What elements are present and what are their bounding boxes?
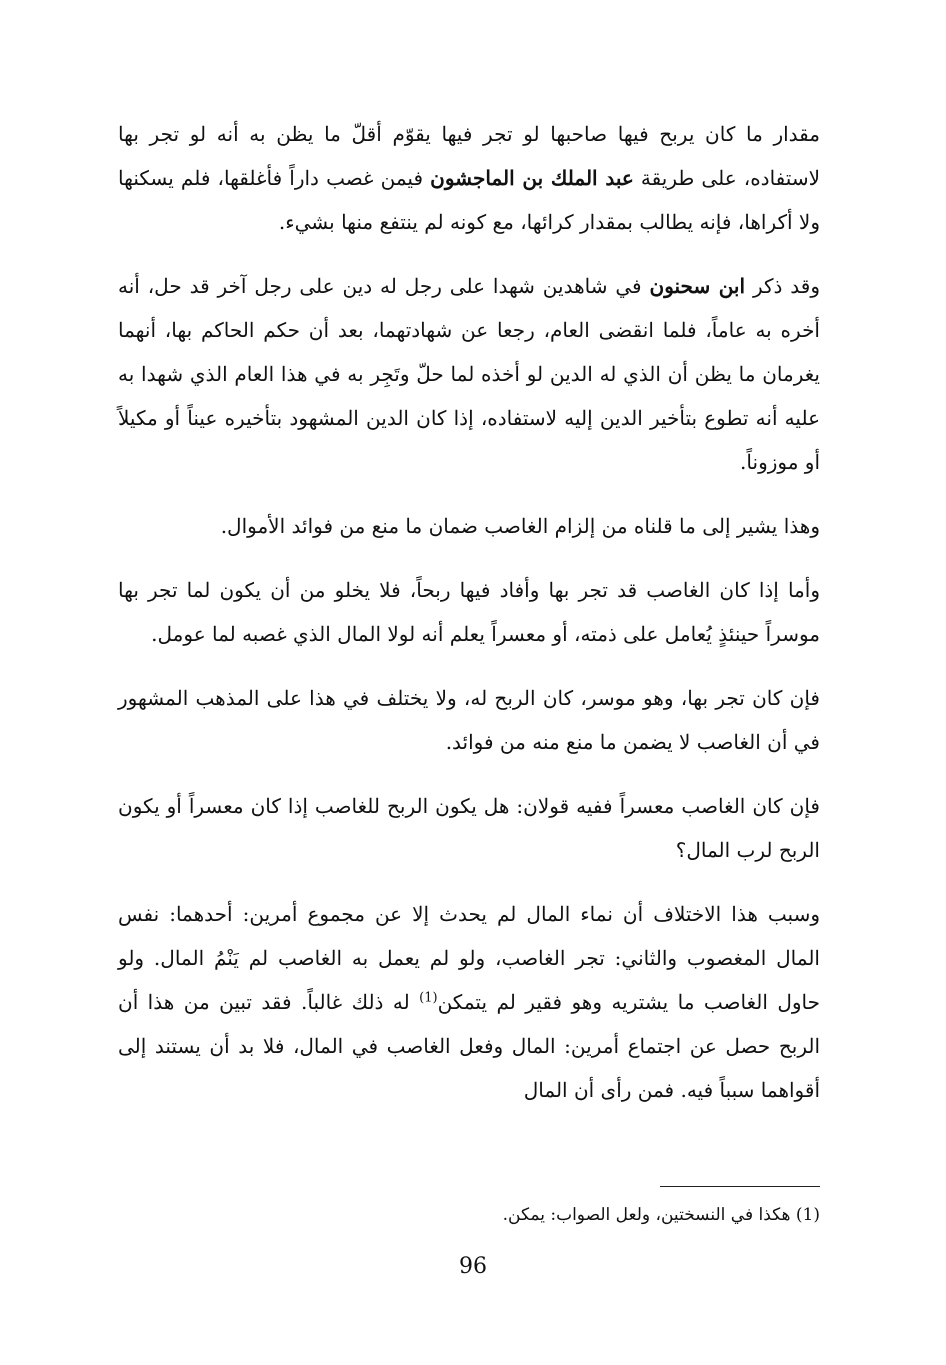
- paragraph: [118, 676, 820, 764]
- text-segment: فيمن غصب داراً فأغلقها، فلم يسكنها ولا أكراها، فإنه يطالب بمقدار كرائها، مع كونه لم ينتفع منها بشيء.: [118, 166, 820, 234]
- main-text: [118, 112, 820, 1112]
- footnote: [420, 1200, 820, 1230]
- name-highlight: ابن سحنون: [649, 274, 746, 298]
- text-segment: وهذا يشير إلى ما قلناه من إلزام الغاصب ضمان ما منع من فوائد الأموال.: [220, 514, 820, 538]
- text-segment: في شاهدين شهدا على رجل له دين على رجل آخر قد حل، أنه أخره به عاماً، فلما انقضى العام، رجعا عن شهادتهما، بعد أن حكم الحاكم بها، أنهما يغرمان ما يظن أن الذي له الدين لو أخذه لما حلّ وتَجِر به في هذا العام الذي شهدا به عليه أنه تطوع بتأخير الدين إليه لاستفاده، إذا كان الدين المشهود بتأخيره عيناً أو مكيلاً أو موزوناً.: [118, 274, 820, 474]
- text-segment: فإن كان تجر بها، وهو موسر، كان الربح له، ولا يختلف في هذا على المذهب المشهور في أن الغاصب لا يضمن ما منع منه من فوائد.: [118, 686, 820, 754]
- page-number: 96: [459, 1254, 487, 1279]
- text-segment: وأما إذا كان الغاصب قد تجر بها وأفاد فيها ربحاً، فلا يخلو من أن يكون لما تجر بها موسراً حينئذٍ يُعامل على ذمته، أو معسراً يعلم أنه لولا المال الذي غصبه لما عومل.: [118, 578, 820, 646]
- name-highlight: عبد الملك بن الماجشون: [430, 166, 634, 190]
- paragraph: [118, 504, 820, 548]
- footnote-reference: (1): [419, 990, 438, 1006]
- text-segment: وسبب هذا الاختلاف أن نماء المال لم يحدث إلا عن مجموع أمرين: أحدهما: نفس المال المغصوب والثاني: تجر الغاصب، ولو لم يعمل به الغاصب لم يَنْمُ المال. ولو حاول الغاصب ما يشتريه وهو فقير لم يتمكن: [118, 902, 821, 1014]
- text-segment: له ذلك غالباً. فقد تبين من هذا أن الربح حصل عن اجتماع أمرين: المال وفعل الغاصب في المال، فلا بد أن يستند إلى أقواهما سبباً فيه. فمن رأى أن المال: [118, 990, 820, 1102]
- footnote-divider: [660, 1186, 820, 1187]
- paragraph: [118, 112, 820, 244]
- text-segment: مقدار ما كان يربح فيها صاحبها لو تجر فيها يقوّم أقلّ ما يظن به أنه لو تجر بها لاستفاده، على طريقة: [118, 122, 820, 190]
- paragraph: [118, 264, 820, 484]
- footnote-marker: (1): [795, 1205, 820, 1225]
- paragraph: [118, 784, 820, 872]
- paragraph: [118, 568, 820, 656]
- text-segment: فإن كان الغاصب معسراً ففيه قولان: هل يكون الربح للغاصب إذا كان معسراً أو يكون الربح لرب المال؟: [118, 794, 820, 862]
- footnote-text: هكذا في النسختين، ولعل الصواب: يمكن.: [502, 1205, 791, 1225]
- paragraph: [118, 892, 820, 1112]
- text-segment: وقد ذكر: [745, 274, 820, 298]
